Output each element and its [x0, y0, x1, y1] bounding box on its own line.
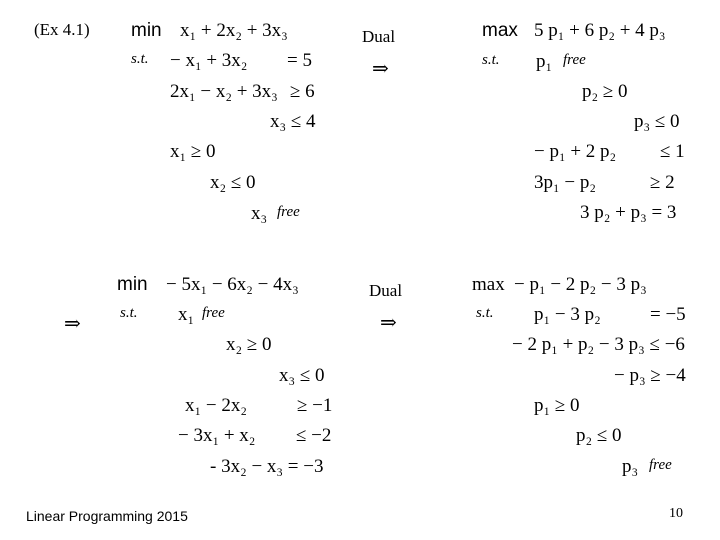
constraint-1-rhs: = −5 [650, 304, 686, 325]
constraint-2-rhs: ≥ 6 [290, 81, 315, 102]
constraint-2: − 3x₁ + x₂ [178, 425, 256, 446]
bound-p1-var: p₁ [536, 51, 553, 72]
bound-p2: p₂ ≥ 0 [582, 81, 628, 102]
constraint-2: − 2 p₁ + p₂ − 3 p₃ ≤ −6 [512, 334, 685, 355]
bound-x1: x₁ ≥ 0 [170, 141, 216, 162]
bound-p3-var: p₃ [622, 456, 639, 477]
max-keyword: max [472, 274, 505, 295]
constraint-1: − p₁ + 2 p₂ [534, 141, 617, 162]
constraint-1: − x₁ + 3x₂ [170, 50, 248, 71]
constraint-3: x₃ ≤ 4 [270, 111, 316, 132]
constraint-2-rhs: ≤ −2 [296, 425, 332, 446]
bound-x2: x₂ ≤ 0 [210, 172, 256, 193]
max-keyword: max [482, 20, 518, 41]
subject-to-label: s.t. [131, 51, 149, 67]
implies-arrow-icon: ⇒ [380, 312, 397, 334]
bound-x3-free: free [277, 204, 300, 220]
constraint-1-rhs: = 5 [287, 50, 312, 71]
footer-text: Linear Programming 2015 [26, 508, 188, 524]
bound-x1-var: x₁ [178, 304, 195, 325]
objective-function: x₁ + 2x₂ + 3x₃ [180, 20, 288, 41]
constraint-3: 3 p₂ + p₃ = 3 [580, 202, 677, 223]
bound-x3: x₃ ≤ 0 [279, 365, 325, 386]
dual-label: Dual [362, 27, 396, 46]
constraint-1: p₁ − 3 p₂ [534, 304, 601, 325]
subject-to-label: s.t. [476, 305, 494, 321]
example-label: (Ex 4.1) [34, 20, 90, 39]
constraint-3: − p₃ ≥ −4 [614, 365, 686, 386]
objective-function: 5 p₁ + 6 p₂ + 4 p₃ [534, 20, 666, 41]
bound-p2: p₂ ≤ 0 [576, 425, 622, 446]
bound-x1-free: free [202, 305, 225, 321]
min-keyword: min [131, 20, 162, 41]
min-keyword: min [117, 274, 148, 295]
constraint-3: - 3x₂ − x₃ = −3 [210, 456, 324, 477]
constraint-2: 2x₁ − x₂ + 3x₃ [170, 81, 278, 102]
implies-arrow-icon: ⇒ [372, 58, 389, 80]
constraint-1-rhs: ≥ −1 [297, 395, 333, 416]
bound-p3-free: free [649, 457, 672, 473]
implies-arrow-icon: ⇒ [64, 313, 81, 335]
page-number: 10 [669, 506, 683, 521]
objective-function: − 5x₁ − 6x₂ − 4x₃ [166, 274, 299, 295]
objective-function: − p₁ − 2 p₂ − 3 p₃ [514, 274, 647, 295]
bound-x3-var: x₃ [251, 203, 268, 224]
bound-p1-free: free [563, 52, 586, 68]
subject-to-label: s.t. [120, 305, 138, 321]
constraint-1-rhs: ≤ 1 [660, 141, 685, 162]
bound-p3: p₃ ≤ 0 [634, 111, 680, 132]
constraint-2-rhs: ≥ 2 [650, 172, 675, 193]
subject-to-label: s.t. [482, 52, 500, 68]
bound-p1: p₁ ≥ 0 [534, 395, 580, 416]
dual-label: Dual [369, 281, 403, 300]
bound-x2: x₂ ≥ 0 [226, 334, 272, 355]
constraint-2: 3p₁ − p₂ [534, 172, 596, 193]
constraint-1: x₁ − 2x₂ [185, 395, 247, 416]
